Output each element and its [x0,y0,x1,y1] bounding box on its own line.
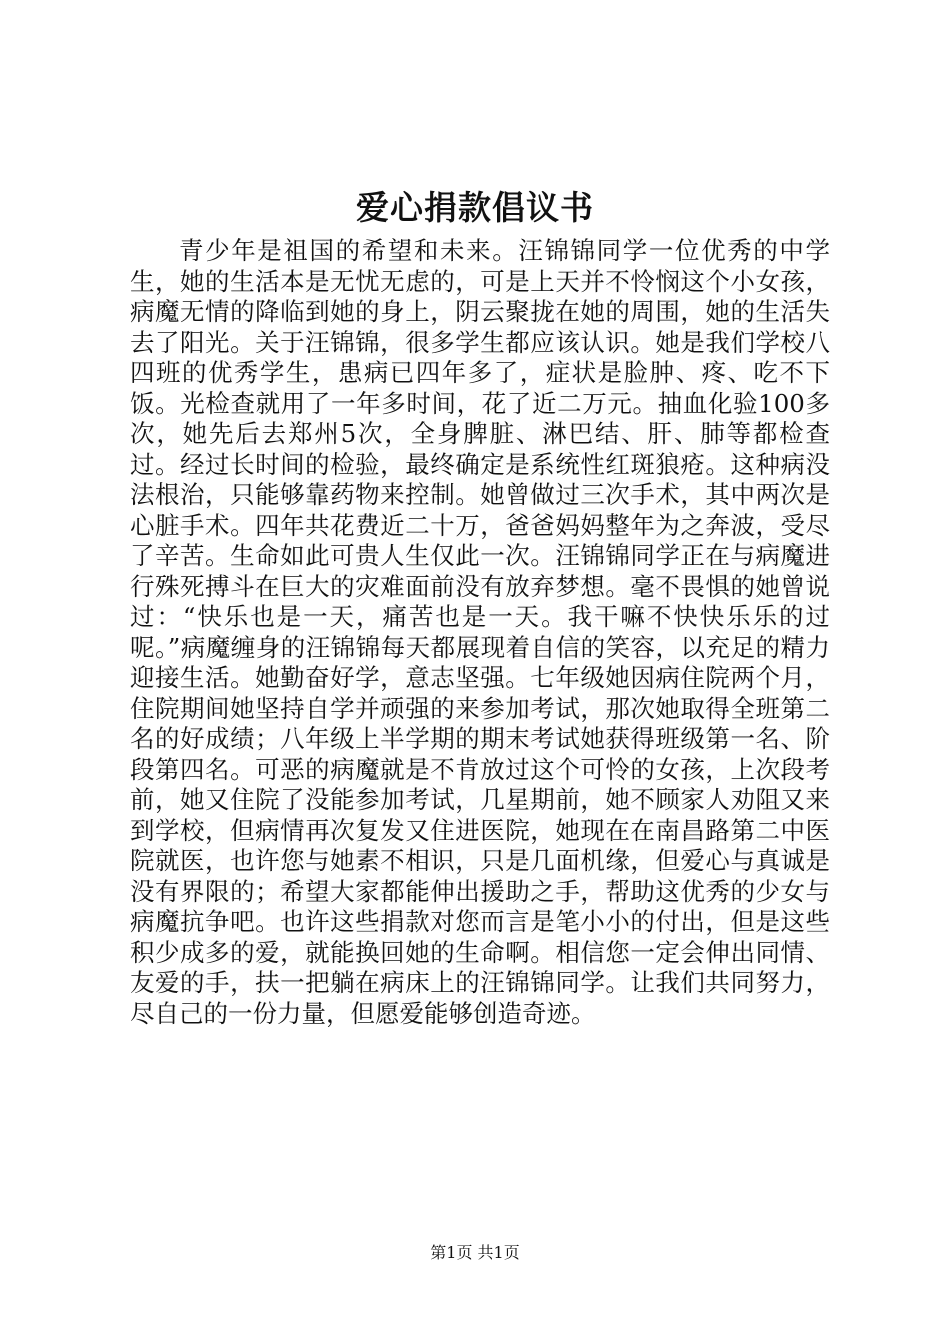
page-number-footer: 第1页 共1页 [430,1243,520,1262]
document-title: 爱心捐款倡议书 [356,188,594,227]
body-paragraph: 青少年是祖国的希望和未来。汪锦锦同学一位优秀的中学生，她的生活本是无忧无虑的，可是上天并不怜悯这个小女孩，病魔无情的降临到她的身上，阴云聚拢在她的周围，她的生活失去了阳光。关于汪锦锦，很多学生都应该认识。她是我们学校八四班的优秀学生，患病已四年多了，症状是脸肿、疼、吃不下饭。光检查就用了一年多时间，花了近二万元。抽血化验100多次，她先后去郑州5次，全身脾脏、淋巴结、肝、肺等都检查过。经过长时间的检验，最终确定是系统性红斑狼疮。这种病没法根治，只能够靠药物来控制。她曾做过三次手术，其中两次是心脏手术。四年共花费近二十万，爸爸妈妈整年为之奔波，受尽了辛苦。生命如此可贵人生仅此一次。汪锦锦同学正在与病魔进行殊死搏斗在巨大的灾难面前没有放弃梦想。毫不畏惧的她曾说过：“快乐也是一天，痛苦也是一天。我干嘛不快快乐乐的过呢。”病魔缠身的汪锦锦每天都展现着自信的笑容，以充足的精力迎接生活。她勤奋好学，意志坚强。七年级她因病住院两个月，住院期间她坚持自学并顽强的来参加考试，那次她取得全班第二名的好成绩；八年级上半学期的期末考试她获得班级第一名、阶段第四名。可恶的病魔就是不肯放过这个可怜的女孩，上次段考前，她又住院了没能参加考试，几星期前，她不顾家人劝阻又来到学校，但病情再次复发又住进医院，她现在在南昌路第二中医院就医，也许您与她素不相识，只是几面机缘，但爱心与真诚是没有界限的；希望大家都能伸出援助之手，帮助这优秀的少女与病魔抗争吧。也许这些捐款对您而言是笔小小的付出，但是这些积少成多的爱，就能换回她的生命啊。相信您一定会伸出同情、友爱的手，扶一把躺在病床上的汪锦锦同学。让我们共同努力，尽自己的一份力量，但愿爱能够创造奇迹。 [130,236,830,1028]
